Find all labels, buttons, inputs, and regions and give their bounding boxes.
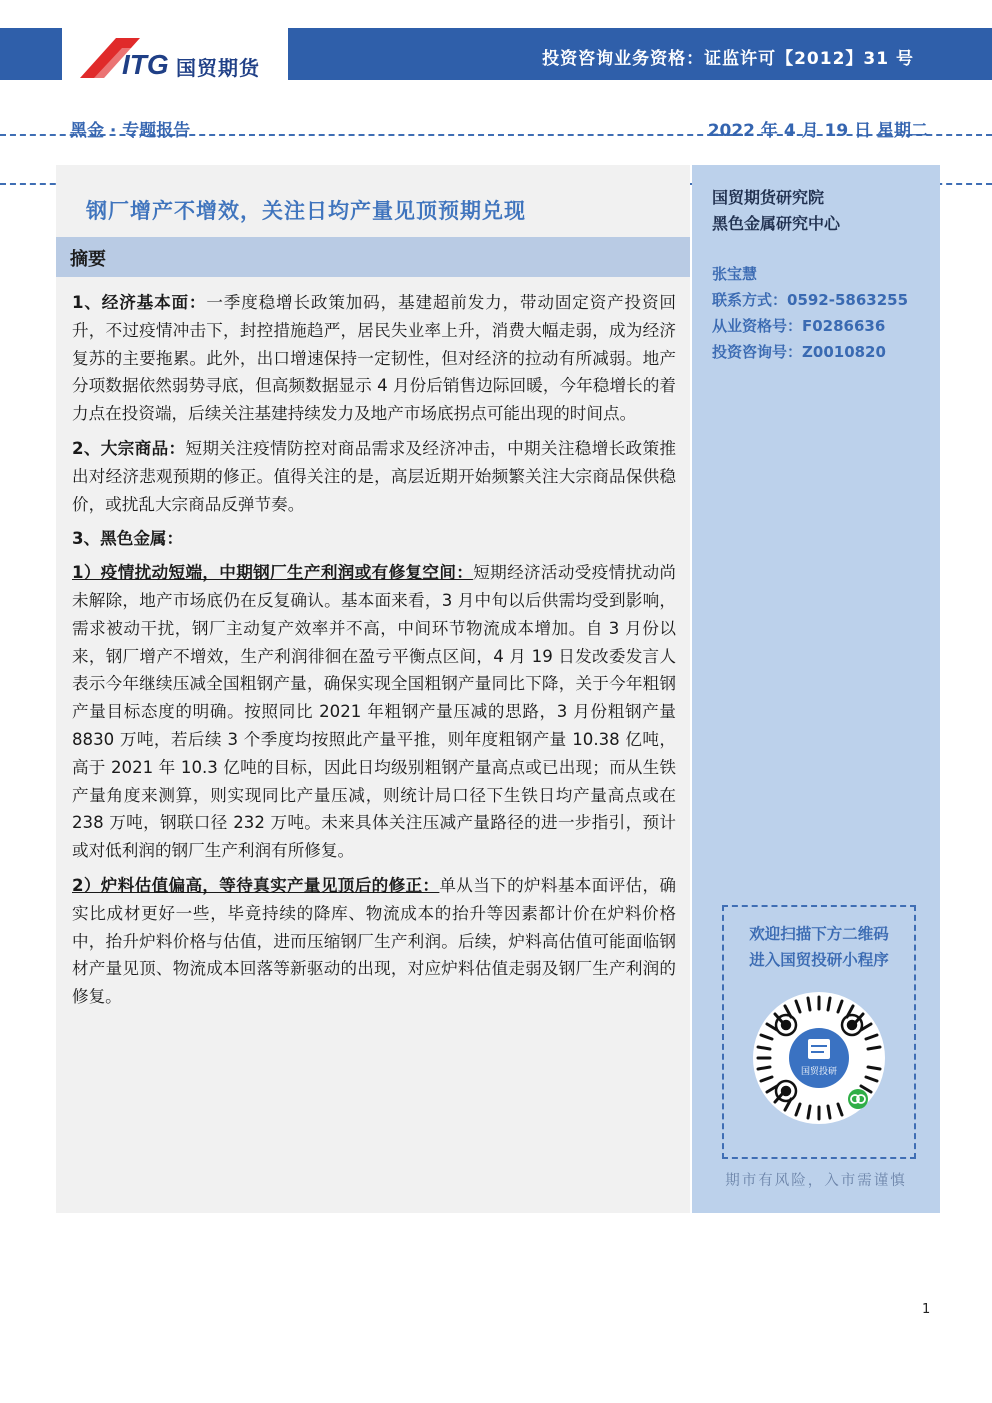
qr-center-label: 国贸投研 <box>800 1067 838 1077</box>
sidebar <box>692 165 940 1213</box>
report-category: 黑金 · 专题报告 <box>70 121 191 141</box>
paragraph-lead: 1）疫情扰动短端，中期钢厂生产利润或有修复空间： <box>72 563 474 583</box>
sidebar-contact <box>712 261 908 365</box>
paragraph-lead: 3、黑色金属： <box>72 529 184 549</box>
analyst-name: 张宝慧 <box>712 265 758 283</box>
paragraph-ferrous <box>72 525 676 553</box>
paragraph-text: 短期关注疫情防控对商品需求及经济冲击，中期关注稳增长政策推出对经济悲观预期的修正。值得关注的是，高层近期开始频繁关注大宗商品保供稳价，或扰乱大宗商品反弹节奏。 <box>72 438 677 514</box>
qr-caption-line1: 欢迎扫描下方二维码 <box>749 925 889 943</box>
org-line2: 黑色金属研究中心 <box>712 214 841 233</box>
paragraph-lead: 1、经济基本面： <box>72 293 207 312</box>
abstract-bar <box>56 237 690 277</box>
sidebar-org <box>712 185 840 237</box>
paragraph-lead: 2、大宗商品： <box>72 438 186 458</box>
main-panel <box>56 165 690 1213</box>
page-number: 1 <box>922 1302 931 1317</box>
logo-letters: ITG <box>122 49 169 80</box>
qualification-number: 从业资格号：F0286636 <box>712 317 886 335</box>
logo-text: 国贸期货 <box>176 56 260 80</box>
paragraph-profit <box>72 559 676 865</box>
qr-box <box>722 905 916 1159</box>
risk-notice: 期市有风险，入市需谨慎 <box>725 1173 907 1189</box>
paragraph-text: 一季度稳增长政策加码，基建超前发力，带动固定资产投资回升，不过疫情冲击下，封控措施趋严，居民失业率上升，消费大幅走弱，成为经济复苏的主要拖累。此外，出口增速保持一定韧性，但对经济的拉动有所减弱。地产分项数据依然弱势寻底，但高频数据显示 4 月份后销售边际回暖，今年稳增长的着力点在投资端，后续关注基建持续发力及地产市场底拐点可能出现的时间点。 <box>72 293 677 424</box>
org-line1: 国贸期货研究院 <box>712 188 825 207</box>
paragraph-furnace <box>72 872 676 1011</box>
paragraph-text: 单从当下的炉料基本面评估，确实比成材更好一些，毕竟持续的降库、物流成本的抬升等因素都计价在炉料价格中，抬升炉料价格与估值，进而压缩钢厂生产利润。后续，炉料高估值可能面临钢材产量见顶、物流成本回落等新驱动的出现，对应炉料估值走弱及钢厂生产利润的修复。 <box>72 875 677 1007</box>
paragraph-lead: 2）炉料估值偏高，等待真实产量见顶后的修正： <box>72 875 440 895</box>
abstract-body <box>72 289 676 1018</box>
report-title: 钢厂增产不增效，关注日均产量见顶预期兑现 <box>86 199 526 223</box>
paragraph-commodities <box>72 435 676 518</box>
header-bar-left <box>0 28 62 80</box>
paragraph-text: 短期经济活动受疫情扰动尚未解除，地产市场底仍在反复确认。基本面来看，3 月中旬以后供需均受到影响，需求被动干扰，钢厂主动复产效率并不高，中间环节物流成本增加。自 3 月份以来，钢厂增产不增效，生产利润徘徊在盈亏平衡点区间，4 月 19 日发改委发言人表示今年继续压减全国粗钢产量，确保实现全国粗钢产量同比下降，关于今年粗钢产量目标态度的明确。按照同比 2021 年粗钢产量压减的思路，3 月份粗钢产量 8830 万吨，若后续 3 个季度均按照此产量平推，则年度粗钢产量 10.38 亿吨，高于 2021 年 10.3 亿吨的目标，因此日均级别粗钢产量高点或已出现；而从生铁产量角度来测算，则实现同比产量压减，则统计局口径下生铁日均产量高点或在 238 万吨，钢联口径 232 万吨。未来具体关注压减产量路径的进一步指引，预计或对低利润的钢厂生产利润有所修复。 <box>72 563 677 861</box>
paragraph-economy <box>72 289 676 428</box>
mini-program-qr-code[interactable] <box>752 991 886 1125</box>
report-date: 2022 年 4 月 19 日 星期二 <box>707 121 928 141</box>
qr-caption <box>724 921 914 973</box>
qr-caption-line2: 进入国贸投研小程序 <box>749 951 889 969</box>
contact-phone: 联系方式：0592-5863255 <box>712 291 909 309</box>
license-text: 投资咨询业务资格：证监许可【2012】31 号 <box>542 49 914 69</box>
advisory-number: 投资咨询号：Z0010820 <box>712 343 886 361</box>
abstract-label: 摘要 <box>70 249 106 270</box>
